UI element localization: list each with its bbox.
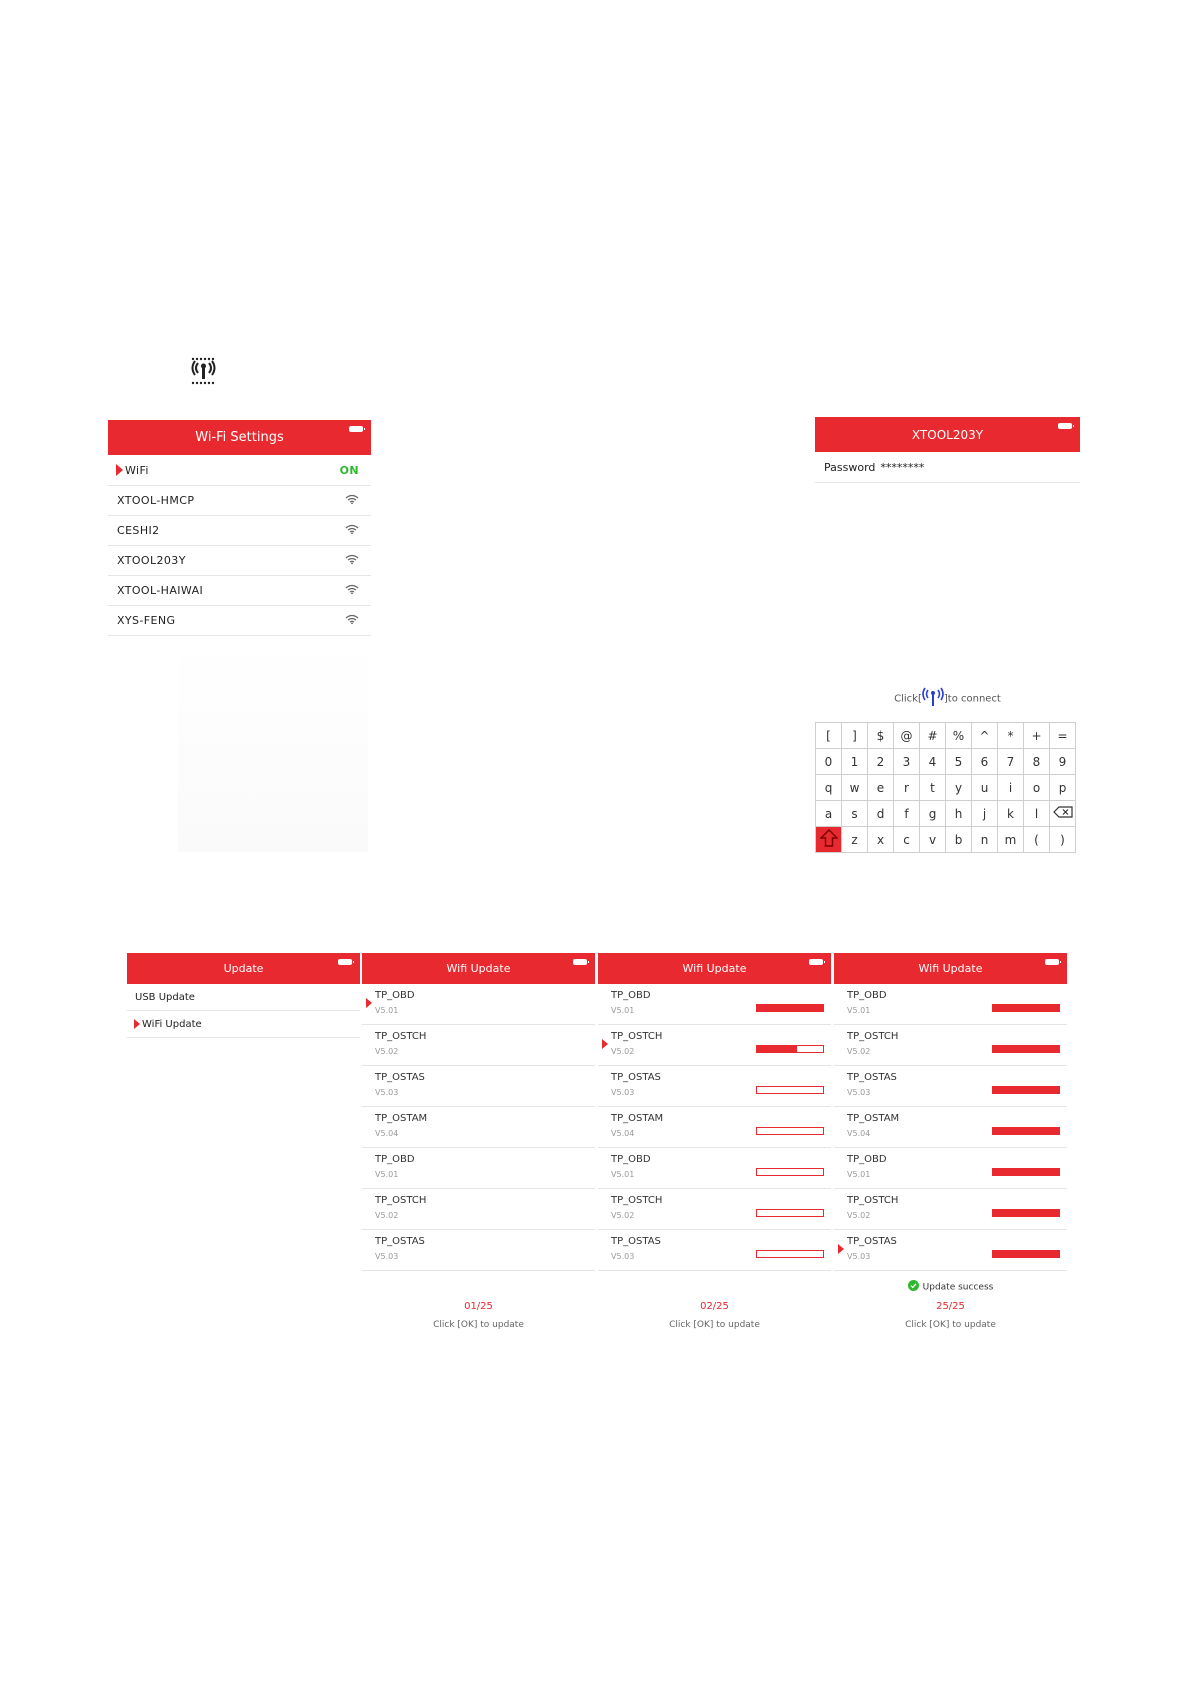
keyboard-key[interactable]: 8 [1024, 749, 1050, 775]
module-name: TP_OSTCH [611, 1031, 663, 1042]
list-empty-area [178, 642, 368, 852]
check-circle-icon [908, 1280, 919, 1294]
module-version: V5.04 [611, 1129, 635, 1138]
module-name: TP_OBD [611, 990, 651, 1001]
wifi-update-screen [598, 953, 831, 1343]
battery-icon [349, 426, 363, 432]
update-title: Update [223, 962, 264, 975]
wifi-toggle-label: WiFi [125, 463, 149, 477]
keyboard-row [816, 801, 1076, 827]
battery-icon [338, 959, 352, 965]
module-progress-fill [757, 1046, 797, 1052]
module-version: V5.02 [847, 1047, 871, 1056]
module-version: V5.02 [611, 1211, 635, 1220]
wifi-network-item[interactable] [108, 605, 371, 636]
module-progress-bar [992, 1004, 1060, 1012]
keyboard-row [816, 775, 1076, 801]
backspace-icon[interactable] [1050, 801, 1076, 827]
module-row[interactable] [598, 1066, 831, 1107]
update-counter: 01/25 [464, 1301, 493, 1312]
battery-icon [1058, 423, 1072, 429]
keyboard-key[interactable]: # [920, 723, 946, 749]
module-version: V5.02 [847, 1211, 871, 1220]
module-progress-fill [993, 1251, 1059, 1257]
wifi-update-header [362, 953, 595, 984]
password-row[interactable] [815, 452, 1080, 483]
module-row[interactable] [598, 1107, 831, 1148]
keyboard-key[interactable]: 7 [998, 749, 1024, 775]
wifi-update-header [598, 953, 831, 984]
keyboard-key[interactable]: p [1050, 775, 1076, 801]
keyboard-key[interactable]: 1 [842, 749, 868, 775]
keyboard-key[interactable]: o [1024, 775, 1050, 801]
wifi-connect-screen [815, 417, 1080, 857]
wifi-signal-icon [345, 554, 359, 567]
module-version: V5.02 [375, 1047, 399, 1056]
keyboard-key[interactable]: d [868, 801, 894, 827]
module-progress-bar [756, 1168, 824, 1176]
module-name: TP_OBD [375, 990, 415, 1001]
module-progress-fill [757, 1005, 823, 1011]
wifi-update-header [834, 953, 1067, 984]
module-name: TP_OSTAS [611, 1072, 661, 1083]
module-name: TP_OBD [375, 1154, 415, 1165]
selected-caret-icon [134, 1019, 140, 1029]
keyboard-key[interactable]: 3 [894, 749, 920, 775]
keyboard-key[interactable]: + [1024, 723, 1050, 749]
connect-header [815, 417, 1080, 452]
module-progress-fill [993, 1087, 1059, 1093]
module-row[interactable] [834, 1148, 1067, 1189]
wifi-signal-icon [345, 524, 359, 537]
module-progress-bar [992, 1045, 1060, 1053]
keyboard-key[interactable]: y [946, 775, 972, 801]
password-value: ******** [880, 460, 925, 474]
module-progress-bar [756, 1045, 824, 1053]
module-row[interactable] [598, 1189, 831, 1230]
module-version: V5.01 [611, 1170, 635, 1179]
keyboard-key[interactable]: v [920, 827, 946, 853]
module-name: TP_OSTCH [375, 1031, 427, 1042]
keyboard-key[interactable]: 9 [1050, 749, 1076, 775]
update-counter: 02/25 [700, 1301, 729, 1312]
update-item-wifi[interactable] [127, 1011, 360, 1038]
module-row[interactable] [598, 1148, 831, 1189]
password-label: Password [824, 460, 876, 474]
battery-icon [1045, 959, 1059, 965]
module-version: V5.01 [375, 1006, 399, 1015]
connect-hint [815, 687, 1080, 710]
keyboard-key[interactable]: f [894, 801, 920, 827]
keyboard-key[interactable]: b [946, 827, 972, 853]
keyboard-key[interactable]: e [868, 775, 894, 801]
module-name: TP_OSTAM [375, 1113, 428, 1124]
keyboard-key[interactable]: a [816, 801, 842, 827]
wifi-settings-title: Wi-Fi Settings [195, 430, 284, 445]
wifi-update-screen [362, 953, 595, 1343]
wifi-settings-screen [108, 420, 371, 852]
keyboard-key[interactable]: @ [894, 723, 920, 749]
module-version: V5.01 [611, 1006, 635, 1015]
module-progress-fill [993, 1005, 1059, 1011]
module-name: TP_OSTCH [375, 1195, 427, 1206]
module-row[interactable] [834, 1107, 1067, 1148]
connect-hint-prefix: Click[ [894, 693, 922, 705]
module-name: TP_OBD [847, 1154, 887, 1165]
update-success-message [834, 1280, 1067, 1294]
keyboard-key[interactable]: $ [868, 723, 894, 749]
module-progress-bar [756, 1209, 824, 1217]
module-version: V5.03 [375, 1088, 399, 1097]
wifi-network-name: XTOOL-HAIWAI [117, 583, 204, 597]
antenna-connect-icon[interactable] [922, 687, 944, 710]
module-name: TP_OSTAM [847, 1113, 900, 1124]
update-hint: Click [OK] to update [905, 1320, 996, 1330]
update-hint: Click [OK] to update [433, 1320, 524, 1330]
wifi-update-title: Wifi Update [682, 962, 747, 975]
module-name: TP_OSTAS [847, 1072, 897, 1083]
keyboard-key[interactable]: w [842, 775, 868, 801]
keyboard-key[interactable]: 6 [972, 749, 998, 775]
module-progress-fill [993, 1046, 1059, 1052]
wifi-update-screen [834, 953, 1067, 1343]
module-version: V5.01 [847, 1170, 871, 1179]
module-row[interactable] [362, 1107, 595, 1148]
on-screen-keyboard [815, 722, 1076, 853]
wifi-network-item[interactable] [108, 515, 371, 546]
update-item-label: WiFi Update [142, 1018, 202, 1030]
module-progress-bar [756, 1086, 824, 1094]
module-row[interactable] [834, 984, 1067, 1025]
module-version: V5.01 [375, 1170, 399, 1179]
module-version: V5.02 [611, 1047, 635, 1056]
module-version: V5.04 [375, 1129, 399, 1138]
module-name: TP_OSTAS [375, 1236, 425, 1247]
module-row[interactable] [362, 1189, 595, 1230]
battery-icon [573, 959, 587, 965]
wifi-toggle-row[interactable] [108, 455, 371, 486]
wifi-update-title: Wifi Update [446, 962, 511, 975]
keyboard-key[interactable]: s [842, 801, 868, 827]
update-counter: 25/25 [936, 1301, 965, 1312]
update-hint: Click [OK] to update [669, 1320, 760, 1330]
module-row[interactable] [362, 1066, 595, 1107]
keyboard-key[interactable]: z [842, 827, 868, 853]
module-name: TP_OSTAS [611, 1236, 661, 1247]
module-name: TP_OBD [611, 1154, 651, 1165]
module-version: V5.02 [375, 1211, 399, 1220]
keyboard-key[interactable]: l [1024, 801, 1050, 827]
wifi-network-name: CESHI2 [117, 523, 160, 537]
wifi-settings-header [108, 420, 371, 455]
module-progress-fill [993, 1169, 1059, 1175]
module-progress-bar [756, 1250, 824, 1258]
module-row[interactable] [598, 1230, 831, 1271]
keyboard-row [816, 749, 1076, 775]
keyboard-key[interactable]: = [1050, 723, 1076, 749]
connect-title: XTOOL203Y [911, 427, 984, 442]
keyboard-key[interactable]: 4 [920, 749, 946, 775]
module-row[interactable] [834, 1025, 1067, 1066]
module-name: TP_OSTCH [847, 1031, 899, 1042]
keyboard-key[interactable]: g [920, 801, 946, 827]
update-item-label: USB Update [135, 991, 195, 1003]
keyboard-row [816, 723, 1076, 749]
shift-icon[interactable] [816, 827, 842, 853]
battery-icon [809, 959, 823, 965]
module-progress-fill [993, 1128, 1059, 1134]
module-row[interactable] [834, 1189, 1067, 1230]
module-row[interactable] [598, 984, 831, 1025]
wifi-network-name: XYS-FENG [117, 613, 176, 627]
module-version: V5.03 [847, 1252, 871, 1261]
keyboard-key[interactable]: h [946, 801, 972, 827]
wifi-network-item[interactable] [108, 545, 371, 576]
keyboard-key[interactable]: j [972, 801, 998, 827]
module-name: TP_OBD [847, 990, 887, 1001]
update-menu-screen [127, 953, 360, 1333]
keyboard-key[interactable]: r [894, 775, 920, 801]
module-row[interactable] [598, 1025, 831, 1066]
module-version: V5.03 [375, 1252, 399, 1261]
keyboard-key[interactable]: 0 [816, 749, 842, 775]
wifi-network-item[interactable] [108, 485, 371, 516]
module-progress-bar [756, 1004, 824, 1012]
keyboard-key[interactable]: ] [842, 723, 868, 749]
connect-hint-suffix: ]to connect [943, 693, 1001, 705]
module-name: TP_OSTAS [847, 1236, 897, 1247]
module-name: TP_OSTCH [611, 1195, 663, 1206]
module-version: V5.04 [847, 1129, 871, 1138]
keyboard-row [816, 827, 1076, 853]
wifi-network-name: XTOOL203Y [117, 553, 186, 567]
keyboard-key[interactable]: c [894, 827, 920, 853]
module-row[interactable] [362, 1025, 595, 1066]
keyboard-key[interactable]: ^ [972, 723, 998, 749]
wifi-connect-icon [190, 357, 218, 385]
module-name: TP_OSTAM [611, 1113, 664, 1124]
update-success-text: Update success [922, 1282, 994, 1293]
keyboard-key[interactable]: n [972, 827, 998, 853]
wifi-update-title: Wifi Update [918, 962, 983, 975]
keyboard-key[interactable]: m [998, 827, 1024, 853]
keyboard-key[interactable]: 5 [946, 749, 972, 775]
module-name: TP_OSTAS [375, 1072, 425, 1083]
module-version: V5.03 [611, 1252, 635, 1261]
selected-caret-icon [602, 1039, 608, 1049]
keyboard-key[interactable]: * [998, 723, 1024, 749]
module-row[interactable] [362, 1148, 595, 1189]
module-version: V5.03 [847, 1088, 871, 1097]
keyboard-key[interactable]: t [920, 775, 946, 801]
keyboard-key[interactable]: % [946, 723, 972, 749]
update-item-usb[interactable] [127, 984, 360, 1011]
module-version: V5.01 [847, 1006, 871, 1015]
module-progress-fill [993, 1210, 1059, 1216]
keyboard-key[interactable]: x [868, 827, 894, 853]
module-row[interactable] [362, 984, 595, 1025]
selected-caret-icon [116, 464, 123, 476]
wifi-signal-icon [345, 584, 359, 597]
module-row[interactable] [362, 1230, 595, 1271]
wifi-signal-icon [345, 614, 359, 627]
update-header [127, 953, 360, 984]
module-row[interactable] [834, 1230, 1067, 1271]
module-progress-bar [992, 1127, 1060, 1135]
module-progress-bar [992, 1250, 1060, 1258]
selected-caret-icon [838, 1244, 844, 1254]
wifi-status: ON [339, 463, 359, 477]
keyboard-key[interactable]: i [998, 775, 1024, 801]
keyboard-key[interactable]: ( [1024, 827, 1050, 853]
module-row[interactable] [834, 1066, 1067, 1107]
selected-caret-icon [366, 998, 372, 1008]
wifi-network-name: XTOOL-HMCP [117, 493, 195, 507]
keyboard-key[interactable]: u [972, 775, 998, 801]
wifi-signal-icon [345, 494, 359, 507]
keyboard-key[interactable]: ) [1050, 827, 1076, 853]
wifi-network-item[interactable] [108, 575, 371, 606]
module-progress-bar [756, 1127, 824, 1135]
module-progress-bar [992, 1168, 1060, 1176]
module-progress-bar [992, 1086, 1060, 1094]
module-progress-bar [992, 1209, 1060, 1217]
module-version: V5.03 [611, 1088, 635, 1097]
module-name: TP_OSTCH [847, 1195, 899, 1206]
keyboard-key[interactable]: 2 [868, 749, 894, 775]
keyboard-key[interactable]: [ [816, 723, 842, 749]
keyboard-key[interactable]: q [816, 775, 842, 801]
keyboard-key[interactable]: k [998, 801, 1024, 827]
